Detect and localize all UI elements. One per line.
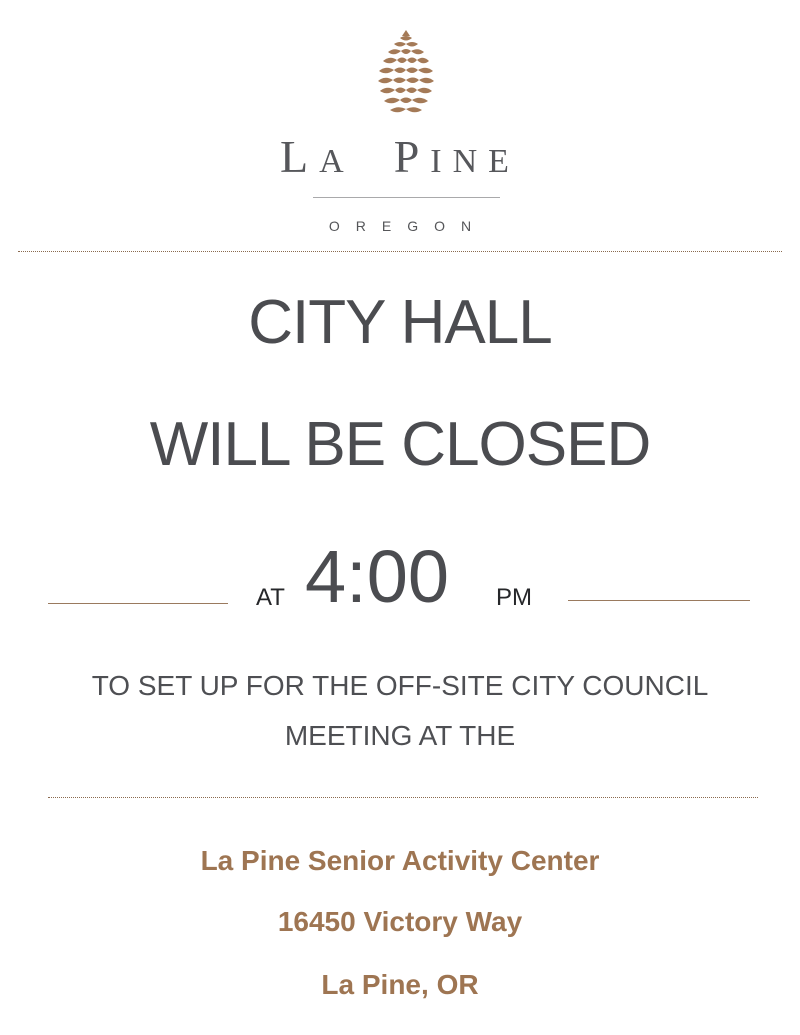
time-pm-label: PM — [496, 584, 532, 611]
time-left-rule — [48, 603, 228, 604]
venue-address: 16450 Victory Way — [277, 906, 523, 937]
top-divider — [18, 251, 782, 252]
city-wordmark — [0, 131, 800, 182]
state-label: OREGON — [328, 218, 488, 234]
wordmark-initial-p: P — [393, 131, 431, 182]
venue-name: La Pine Senior Activity Center — [200, 845, 600, 876]
time-right-rule — [568, 600, 750, 601]
closing-time: 4:00 — [305, 535, 450, 618]
headline-city-hall: CITY HALL — [248, 288, 552, 357]
pinecone-logo-icon — [370, 28, 442, 120]
wordmark-initial-l: L — [280, 131, 320, 182]
bottom-divider — [48, 797, 758, 798]
time-at-label: AT — [256, 584, 285, 611]
wordmark-rest-ine: INE — [430, 143, 520, 180]
wordmark-rest-a: A — [319, 143, 355, 180]
headline-will-be-closed: WILL BE CLOSED — [149, 410, 651, 479]
reason-line-1: TO SET UP FOR THE OFF-SITE CITY COUNCIL — [91, 670, 709, 701]
venue-city: La Pine, OR — [321, 969, 479, 1000]
reason-line-2: MEETING AT THE — [284, 720, 516, 751]
wordmark-divider — [313, 197, 500, 198]
